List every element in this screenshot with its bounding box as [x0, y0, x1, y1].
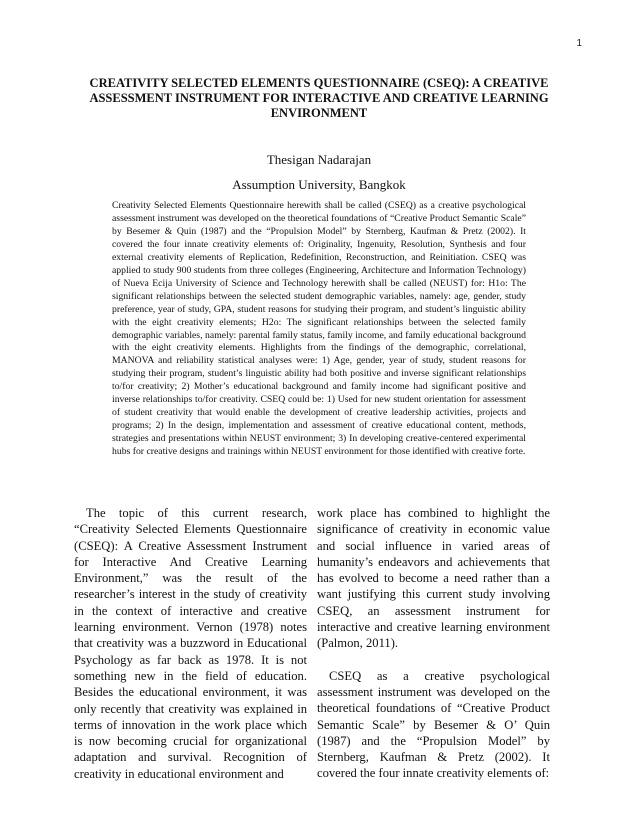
body-column-right	[317, 505, 550, 782]
paper-title: CREATIVITY SELECTED ELEMENTS QUESTIONNAIRE (CSEQ): A CREATIVE ASSESSMENT INSTRUMENT FOR INTERACTIVE AND CREATIVE LEARNING ENVIRONMENT	[89, 76, 549, 120]
author-name: Thesigan Nadarajan	[266, 152, 372, 167]
body-column-left	[74, 505, 307, 782]
body-paragraph-intro: The topic of this current research, “Creativity Selected Elements Questionnaire (CSEQ): A Creative Assessment Instrument for Interactive And Creative Learning Environment,” was the result of the researcher’s interest in the study of creativity in the context of interactive and creative learning environment. Vernon (1978) notes that creativity was a buzzword in Educational Psychology as far back as 1978. It is not something new in the field of education. Besides the educational environment, it was only recently that creativity was explained in terms of innovation in the work place which is now becoming crucial for organizational adaptation and survival. Recognition of creativity in educational environment and	[74, 506, 307, 781]
body-paragraph-cseq: CSEQ as a creative psychological assessment instrument was developed on the theoretical foundations of “Creative Product Semantic Scale” by Besemer & O’ Quin (1987) and the “Propulsion Model” by Sternberg, Kaufman & Pretz (2002). It covered the four innate creativity elements of:	[317, 668, 550, 781]
author-affiliation: Assumption University, Bangkok	[232, 177, 406, 192]
body-paragraph-continuation: work place has combined to highlight the significance of creativity in economic value and social influence in varied areas of humanity’s endeavors and achievements that has evolved to become a need rather than a want justifying this current study involving CSEQ, an assessment instrument for interactive and creative learning environment (Palmon, 2011).	[317, 506, 550, 651]
abstract-paragraph: Creativity Selected Elements Questionnaire herewith shall be called (CSEQ) as a creative psychological assessment instrument was developed on the theoretical foundations of “Creative Product Semantic Scale” by Besemer & Quin (1987) and the “Propulsion Model” by Sternberg, Kaufman & Pretz (2002). It covered the four innate creativity elements of: Originality, Ingenuity, Resolution, Synthesis and four external creativity elements of Replication, Redefinition, Reconstruction, and Reinitiation. CSEQ was applied to study 900 students from three colleges (Engineering, Architecture and Information Technology) of Nueva Ecija University of Science and Technology herewith shall be called (NEUST) for: H1o: The significant relationships between the selected student demographic variables, namely: age, gender, study preference, year of study, GPA, student reasons for studying their program, and student’s linguistic ability with the eight creativity elements; H2o: The significant relationships between the selected family demographic variables, namely: parental family status, family income, and family educational background with the eight creativity elements. Highlights from the findings of the demographic, correlational, MANOVA and reliability statistical analyses were: 1) Age, gender, year of study, student reasons for studying their program, student’s linguistic ability had both positive and inverse significant relationships to/for creativity; 2) Mother’s educational background and family income had significant positive and inverse relationships to/for creativity. CSEQ could be: 1) Used for new student orientation for assessment of student creativity that would enable the development of creative leadership activities, projects and programs; 2) In the design, implementation and assessment of creative educational content, methods, strategies and presentations within NEUST environment; 3) In developing creative-centered experimental hubs for creative designs and trainings within NEUST environment for those identified with creative forte.	[112, 200, 526, 458]
page-number: 1	[576, 38, 582, 49]
